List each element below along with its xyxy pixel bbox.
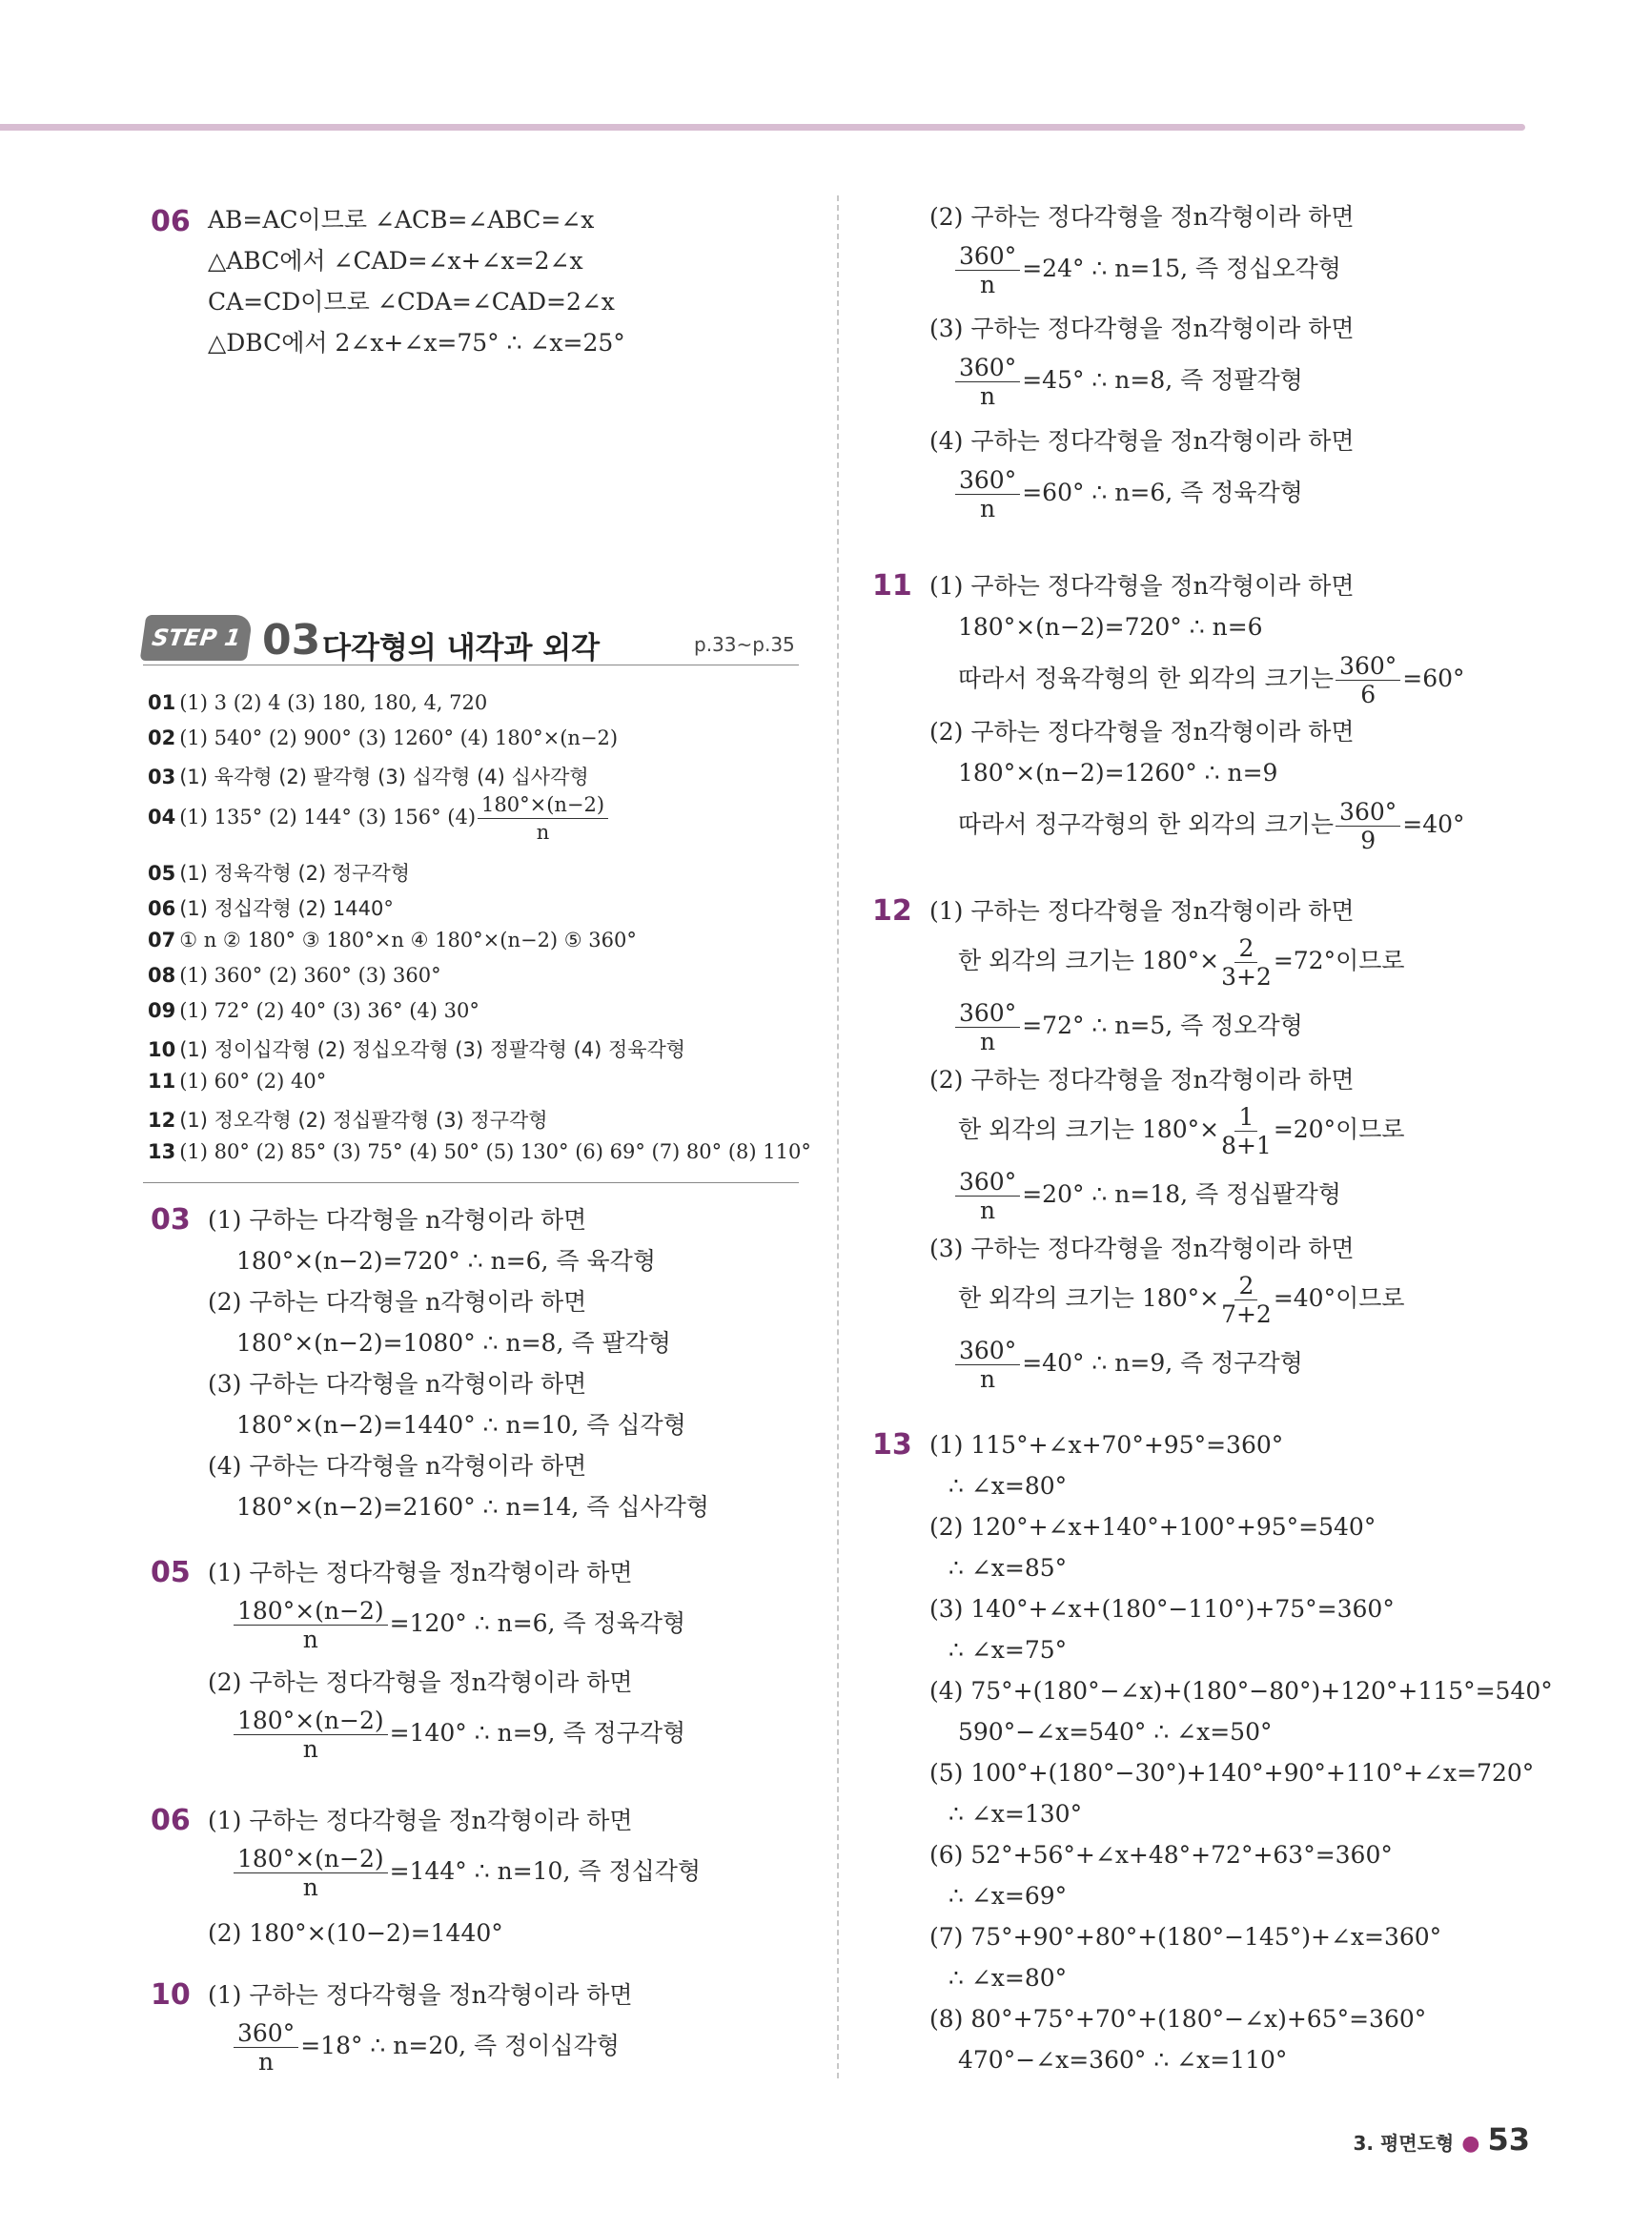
solution-line: ∴ ∠x=75° xyxy=(948,1636,1068,1664)
answer-item: 13 (1) 80° (2) 85° (3) 75° (4) 50° (5) 130° (6) 69° (7) 80° (8) 110° xyxy=(148,1140,811,1163)
solution-line: (8) 80°+75°+70°+(180°−∠x)+65°=360° xyxy=(929,2005,1427,2033)
solution-line: (1) 115°+∠x+70°+95°=360° xyxy=(929,1431,1284,1459)
step-badge: STEP 1 xyxy=(140,615,254,661)
problem-number: 10 xyxy=(151,1978,191,2012)
solution-line: $\frac{180^\circ\times(n-2)}{n}$ =140° ∴ n=9, 즉 정구각형 xyxy=(232,1708,685,1761)
solution-line: (4) 75°+(180°−∠x)+(180°−80°)+120°+115°=540° xyxy=(929,1677,1553,1705)
solution-line: ∴ ∠x=80° xyxy=(948,1964,1068,1992)
solution-line: (5) 100°+(180°−30°)+140°+90°+110°+∠x=720° xyxy=(929,1759,1535,1787)
solution-line: (2) 구하는 정다각형을 정n각형이라 하면 xyxy=(929,1066,1355,1094)
problem-number: 06 xyxy=(151,1804,191,1837)
solution-line: $\frac{360^\circ}{n}$ =18° ∴ n=20, 즉 정이십각형 xyxy=(232,2021,620,2074)
solution-line: 180°×(n−2)=1080° ∴ n=8, 즉 팔각형 xyxy=(236,1329,671,1357)
answer-item: 06 (1) 정십각형 (2) 1440° xyxy=(148,897,394,920)
problem-number: 12 xyxy=(872,894,912,928)
answer-item: 05 (1) 정육각형 (2) 정구각형 xyxy=(148,862,411,885)
section-number: 03 xyxy=(262,616,321,665)
solution-line: 따라서 정육각형의 한 외각의 크기는 $\frac{360^\circ}{6}$ =60° xyxy=(958,652,1465,708)
solution-line: $\frac{180^\circ\times(n-2)}{n}$ =144° ∴ n=10, 즉 정십각형 xyxy=(232,1847,701,1899)
problem-number: 11 xyxy=(872,569,912,603)
answer-item: 01 (1) 3 (2) 4 (3) 180, 180, 4, 720 xyxy=(148,691,488,714)
solution-line: (2) 구하는 정다각형을 정n각형이라 하면 xyxy=(929,203,1355,231)
solution-line: (4) 구하는 정다각형을 정n각형이라 하면 xyxy=(929,427,1355,455)
solution-line: 180°×(n−2)=1260° ∴ n=9 xyxy=(958,759,1278,787)
answer-item: 10 (1) 정이십각형 (2) 정십오각형 (3) 정팔각형 (4) 정육각형 xyxy=(148,1038,686,1061)
solution-line: ∴ ∠x=69° xyxy=(948,1882,1068,1910)
section-pages: p.33~p.35 xyxy=(694,633,795,656)
header-bar xyxy=(0,124,1525,131)
bullet-icon: ● xyxy=(1461,2132,1480,2156)
problem-number: 13 xyxy=(872,1428,912,1462)
solution-line: $\frac{360^\circ}{n}$ =24° ∴ n=15, 즉 정십오각형 xyxy=(953,244,1341,297)
solution-line: $\frac{360^\circ}{n}$ =40° ∴ n=9, 즉 정구각형 xyxy=(953,1339,1303,1391)
solution-line: (2) 구하는 정다각형을 정n각형이라 하면 xyxy=(929,718,1355,746)
solution-line: $\frac{180^\circ\times(n-2)}{n}$ =120° ∴ n=6, 즉 정육각형 xyxy=(232,1599,685,1651)
separator xyxy=(143,1182,799,1183)
solution-line: (2) 구하는 다각형을 n각형이라 하면 xyxy=(208,1288,587,1316)
solution-line: 한 외각의 크기는 180°× $\frac{2}{7+2}$ =40°이므로 xyxy=(958,1272,1405,1328)
solution-line: 590°−∠x=540° ∴ ∠x=50° xyxy=(958,1718,1273,1746)
solution-line: (3) 구하는 정다각형을 정n각형이라 하면 xyxy=(929,315,1355,342)
answer-item: 07 ① n ② 180° ③ 180°×n ④ 180°×(n−2) ⑤ 360° xyxy=(148,929,637,951)
solution-line: (1) 구하는 정다각형을 정n각형이라 하면 xyxy=(208,1807,633,1834)
solution-line: AB=AC이므로 ∠ACB=∠ABC=∠x xyxy=(208,206,595,234)
answer-item: 11 (1) 60° (2) 40° xyxy=(148,1070,327,1093)
problem-number: 05 xyxy=(151,1556,191,1589)
section-title: 다각형의 내각과 외각 xyxy=(322,631,601,665)
answer-item: 02 (1) 540° (2) 900° (3) 1260° (4) 180°×(n−2) xyxy=(148,726,619,749)
solution-line: CA=CD이므로 ∠CDA=∠CAD=2∠x xyxy=(208,288,615,316)
solution-line: (3) 구하는 다각형을 n각형이라 하면 xyxy=(208,1370,587,1398)
solution-line: $\frac{360^\circ}{n}$ =45° ∴ n=8, 즉 정팔각형 xyxy=(953,356,1303,408)
page-number: 53 xyxy=(1487,2121,1530,2158)
solution-line: △ABC에서 ∠CAD=∠x+∠x=2∠x xyxy=(208,247,583,275)
solution-line: ∴ ∠x=80° xyxy=(948,1472,1068,1500)
solution-line: (7) 75°+90°+80°+(180°−145°)+∠x=360° xyxy=(929,1923,1442,1951)
solution-line: 180°×(n−2)=720° ∴ n=6, 즉 육각형 xyxy=(236,1247,656,1275)
solution-line: 470°−∠x=360° ∴ ∠x=110° xyxy=(958,2046,1288,2074)
solution-line: 180°×(n−2)=2160° ∴ n=14, 즉 십사각형 xyxy=(236,1493,709,1521)
answer-item: 04 (1) 135° (2) 144° (3) 156° (4) $\frac{180^\circ\times(n-2)}{n}$ xyxy=(148,793,610,844)
solution-line: ∴ ∠x=85° xyxy=(948,1554,1068,1582)
answer-item: 08 (1) 360° (2) 360° (3) 360° xyxy=(148,964,441,987)
solution-line: (6) 52°+56°+∠x+48°+72°+63°=360° xyxy=(929,1841,1393,1869)
solution-line: 따라서 정구각형의 한 외각의 크기는 $\frac{360^\circ}{9}$ =40° xyxy=(958,798,1465,854)
solution-line: (1) 구하는 정다각형을 정n각형이라 하면 xyxy=(208,1981,633,2009)
solution-line: (3) 구하는 정다각형을 정n각형이라 하면 xyxy=(929,1235,1355,1262)
answer-item: 09 (1) 72° (2) 40° (3) 36° (4) 30° xyxy=(148,999,479,1022)
solution-line: (1) 구하는 정다각형을 정n각형이라 하면 xyxy=(929,572,1355,600)
solution-line: $\frac{360^\circ}{n}$ =20° ∴ n=18, 즉 정십팔각형 xyxy=(953,1170,1341,1222)
solution-line: (3) 140°+∠x+(180°−110°)+75°=360° xyxy=(929,1595,1395,1623)
solution-line: (1) 구하는 정다각형을 정n각형이라 하면 xyxy=(929,897,1355,925)
solution-line: (4) 구하는 다각형을 n각형이라 하면 xyxy=(208,1452,587,1480)
solution-line: 한 외각의 크기는 180°× $\frac{1}{8+1}$ =20°이므로 xyxy=(958,1103,1405,1159)
solution-line: △DBC에서 2∠x+∠x=75° ∴ ∠x=25° xyxy=(208,329,625,357)
page-footer xyxy=(1354,2121,1531,2158)
chapter-label: 3. 평면도형 xyxy=(1353,2132,1455,2155)
problem-number: 03 xyxy=(151,1203,191,1237)
solution-line: (2) 120°+∠x+140°+100°+95°=540° xyxy=(929,1513,1377,1541)
answer-item: 12 (1) 정오각형 (2) 정십팔각형 (3) 정구각형 xyxy=(148,1109,548,1132)
solution-line: (2) 구하는 정다각형을 정n각형이라 하면 xyxy=(208,1668,633,1696)
solution-line: $\frac{360^\circ}{n}$ =60° ∴ n=6, 즉 정육각형 xyxy=(953,468,1303,521)
solution-line: (2) 180°×(10−2)=1440° xyxy=(208,1919,503,1947)
solution-line: (1) 구하는 다각형을 n각형이라 하면 xyxy=(208,1206,587,1234)
solution-line: $\frac{360^\circ}{n}$ =72° ∴ n=5, 즉 정오각형 xyxy=(953,1001,1303,1054)
solution-line: ∴ ∠x=130° xyxy=(948,1800,1083,1828)
problem-number: 06 xyxy=(151,205,191,238)
solution-line: 180°×(n−2)=1440° ∴ n=10, 즉 십각형 xyxy=(236,1411,686,1439)
answer-item: 03 (1) 육각형 (2) 팔각형 (3) 십각형 (4) 십사각형 xyxy=(148,766,589,788)
fraction: $\frac{180^\circ\times(n-2)}{n}$ xyxy=(478,793,608,844)
solution-line: 한 외각의 크기는 180°× $\frac{2}{3+2}$ =72°이므로 xyxy=(958,934,1405,991)
solution-line: (1) 구하는 정다각형을 정n각형이라 하면 xyxy=(208,1559,633,1586)
column-divider xyxy=(837,195,839,2078)
solution-line: 180°×(n−2)=720° ∴ n=6 xyxy=(958,613,1263,641)
